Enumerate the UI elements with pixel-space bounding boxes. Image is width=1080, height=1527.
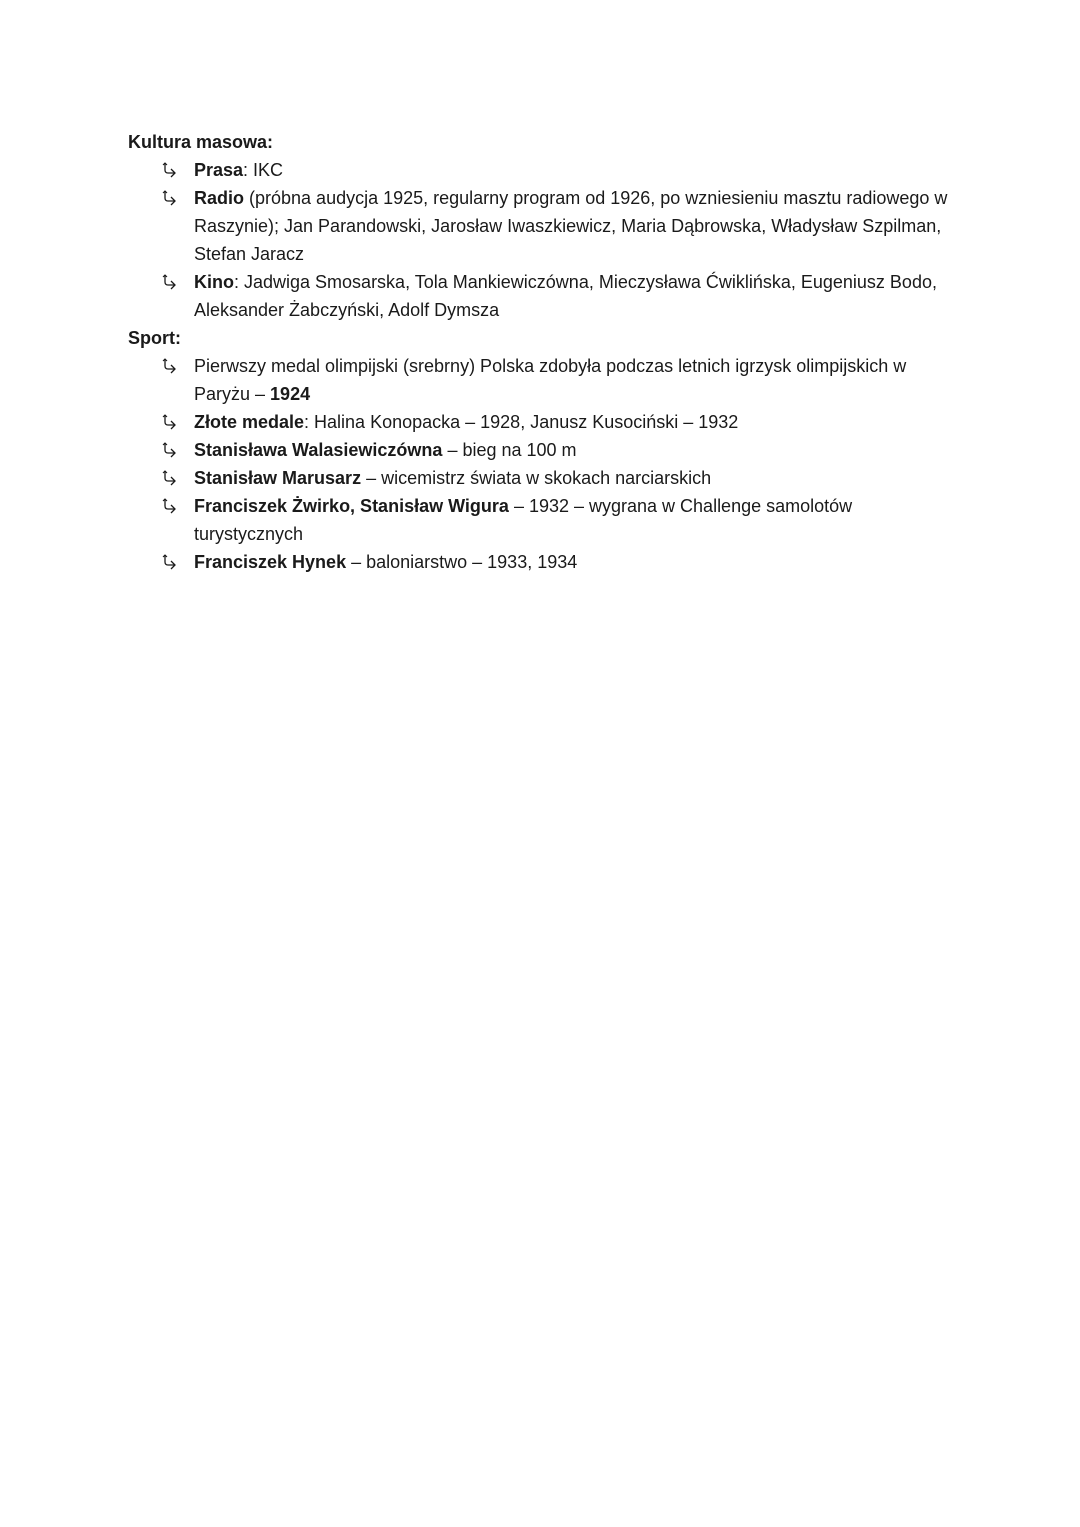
- hooked-arrow-icon: [162, 190, 178, 206]
- hooked-arrow-icon: [162, 162, 178, 178]
- hooked-arrow-icon: [162, 470, 178, 486]
- section-heading: Sport:: [128, 328, 181, 348]
- list-item: [128, 352, 948, 408]
- hooked-arrow-icon: [162, 498, 178, 514]
- bold-text: Złote medale: [194, 412, 305, 432]
- bold-text: Stanisława Walasiewiczówna: [194, 440, 443, 460]
- bold-text: 1924: [270, 384, 311, 404]
- list-item: [128, 184, 948, 268]
- hooked-arrow-icon: [162, 358, 178, 374]
- list-item: [128, 464, 948, 492]
- hooked-arrow-icon: [162, 414, 178, 430]
- list-item: [128, 436, 948, 464]
- bold-text: Radio: [194, 188, 245, 208]
- item-text: – bieg na 100 m: [442, 440, 577, 460]
- item-text: : Halina Konopacka – 1928, Janusz Kusociński – 1932: [304, 412, 739, 432]
- bullet-list: [128, 352, 948, 576]
- item-text: – baloniarstwo – 1933, 1934: [346, 552, 578, 572]
- list-item: [128, 548, 948, 576]
- list-item: [128, 492, 948, 548]
- list-item: [128, 408, 948, 436]
- hooked-arrow-icon: [162, 554, 178, 570]
- item-text: : IKC: [243, 160, 284, 180]
- section-heading: Kultura masowa:: [128, 132, 274, 152]
- hooked-arrow-icon: [162, 274, 178, 290]
- list-item: [128, 156, 948, 184]
- list-item: [128, 268, 948, 324]
- bold-text: Franciszek Hynek: [194, 552, 347, 572]
- bold-text: Prasa: [194, 160, 244, 180]
- item-text: : Jadwiga Smosarska, Tola Mankiewiczówna, Mieczysława Ćwiklińska, Eugeniusz Bodo, Aleksander Żabczyński, Adolf Dymsza: [194, 272, 937, 320]
- bold-text: Stanisław Marusarz: [194, 468, 362, 488]
- item-text: – wicemistrz świata w skokach narciarskich: [361, 468, 712, 488]
- bold-text: Franciszek Żwirko, Stanisław Wigura: [194, 496, 509, 516]
- bullet-list: [128, 156, 948, 324]
- document-content: [128, 128, 948, 576]
- item-text: – 1932 – wygrana w Challenge samolotów turystycznych: [194, 496, 853, 544]
- item-text: Pierwszy medal olimpijski (srebrny) Polska zdobyła podczas letnich igrzysk olimpijskich w Paryżu –: [194, 356, 907, 404]
- hooked-arrow-icon: [162, 442, 178, 458]
- item-text: (próbna audycja 1925, regularny program od 1926, po wzniesieniu masztu radiowego w Raszynie); Jan Parandowski, Jarosław Iwaszkiewicz, Maria Dąbrowska, Władysław Szpilman, Stefan Jaracz: [194, 188, 948, 264]
- bold-text: Kino: [194, 272, 234, 292]
